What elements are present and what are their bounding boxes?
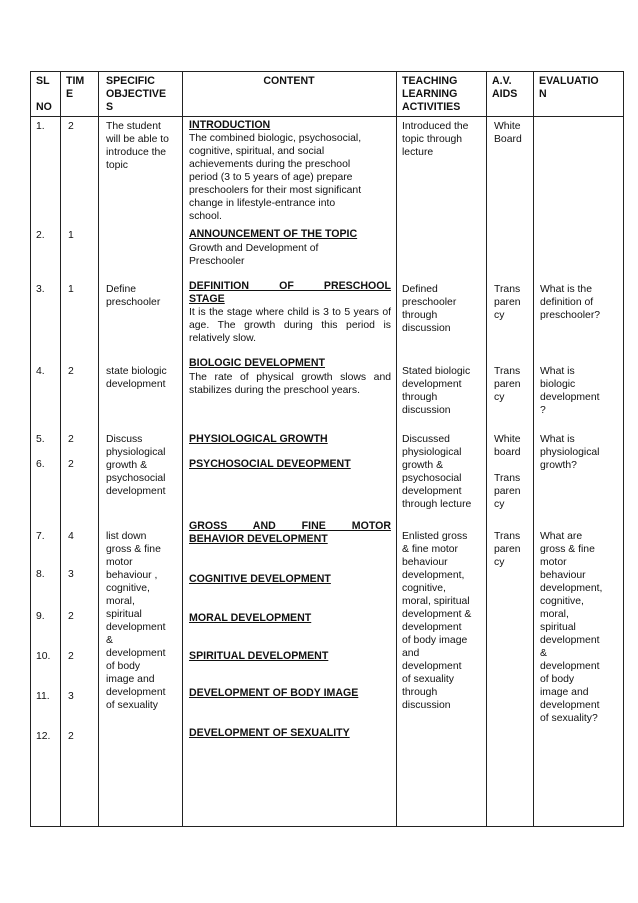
header-divider (30, 116, 624, 117)
time-value: 2 (68, 366, 74, 377)
content-heading-motor: GROSS AND FINE MOTOR (189, 520, 391, 532)
av-aid-text: Trans paren cy (494, 284, 521, 321)
content-heading-body-image: DEVELOPMENT OF BODY IMAGE (189, 687, 359, 699)
content-heading-motor-cont: BEHAVIOR DEVELOPMENT (189, 533, 328, 545)
content-heading-biologic: BIOLOGIC DEVELOPMENT (189, 357, 325, 369)
sl-number: 7. (36, 531, 45, 542)
table-border-left (30, 71, 31, 827)
time-value: 2 (68, 434, 74, 445)
av-aid-text: White board Trans paren cy (494, 434, 521, 510)
evaluation-text: What is the definition of preschooler? (540, 284, 601, 321)
sl-number: 5. (36, 434, 45, 445)
time-value: 3 (68, 569, 74, 580)
time-value: 3 (68, 691, 74, 702)
sl-number: 8. (36, 569, 45, 580)
content-heading-moral: MORAL DEVELOPMENT (189, 612, 312, 624)
sl-number: 10. (36, 651, 51, 662)
objective-text: The student will be able to introduce the topic (106, 121, 169, 171)
content-body-biologic: The rate of physical growth slows and stabilizes during the preschool years. (189, 372, 391, 396)
column-divider (98, 71, 99, 827)
sl-number: 9. (36, 611, 45, 622)
table-border-top (30, 71, 624, 72)
objective-text: Define preschooler (106, 284, 161, 308)
header-evaluation: EVALUATIO N (539, 75, 599, 100)
header-time: TIM E (66, 75, 85, 100)
table-border-right (623, 71, 624, 827)
time-value: 2 (68, 651, 74, 662)
objective-text: state biologic development (106, 366, 167, 390)
av-aid-text: Trans paren cy (494, 366, 521, 403)
time-value: 4 (68, 531, 74, 542)
content-heading-cognitive: COGNITIVE DEVELOPMENT (189, 573, 331, 585)
sl-number: 4. (36, 366, 45, 377)
av-aid-text: White Board (494, 121, 522, 145)
content-heading-sexuality: DEVELOPMENT OF SEXUALITY (189, 727, 350, 739)
column-divider (182, 71, 183, 827)
time-value: 2 (68, 731, 74, 742)
time-value: 1 (68, 230, 74, 241)
column-divider (396, 71, 397, 827)
content-body-introduction: The combined biologic, psychosocial, cognitive, spiritual, and social achievements during the preschool period (3 to 5 years of age) prepare preschoolers for their most significant change in lifestyle-entrance into school. (189, 133, 362, 222)
content-heading-definition: DEFINITION OF PRESCHOOL (189, 280, 391, 292)
time-value: 2 (68, 611, 74, 622)
activity-text: Introduced the topic through lecture (402, 121, 469, 158)
content-body-announcement: Growth and Development of Preschooler (189, 243, 319, 267)
av-aid-text: Trans paren cy (494, 531, 521, 568)
evaluation-text: What is biologic development ? (540, 366, 600, 416)
activity-text: Defined preschooler through discussion (402, 284, 457, 334)
header-content: CONTENT (263, 75, 315, 87)
objective-text: Discuss physiological growth & psychosocial development (106, 434, 166, 497)
column-divider (486, 71, 487, 827)
content-heading-announcement: ANNOUNCEMENT OF THE TOPIC (189, 228, 358, 240)
sl-number: 3. (36, 284, 45, 295)
header-sl-no: NO (36, 101, 52, 113)
sl-number: 11. (36, 691, 50, 702)
activity-text: Enlisted gross & fine motor behaviour development, cognitive, moral, spiritual development & development of body image and development of sexuality through discussion (402, 531, 472, 711)
time-value: 2 (68, 121, 74, 132)
objective-text: list down gross & fine motor behaviour , cognitive, moral, spiritual development & development of body image and development of sexuality (106, 531, 166, 711)
content-heading-introduction: INTRODUCTION (189, 119, 271, 131)
time-value: 1 (68, 284, 74, 295)
content-body-definition: It is the stage where child is 3 to 5 years of age. The growth during this period is relatively slow. (189, 307, 391, 344)
content-heading-spiritual: SPIRITUAL DEVELOPMENT (189, 650, 329, 662)
header-activities: TEACHING LEARNING ACTIVITIES (402, 75, 461, 113)
table-border-bottom (30, 826, 624, 827)
header-sl: SL (36, 75, 50, 87)
header-objectives: SPECIFIC OBJECTIVE S (106, 75, 167, 113)
evaluation-text: What is physiological growth? (540, 434, 600, 471)
sl-number: 6. (36, 459, 45, 470)
content-heading-definition-cont: STAGE (189, 293, 225, 305)
header-aids: A.V. AIDS (492, 75, 518, 100)
evaluation-text: What are gross & fine motor behaviour development, cognitive, moral, spiritual development & development of body image and development of sexuality? (540, 531, 603, 724)
column-divider (533, 71, 534, 827)
activity-text: Stated biologic development through discussion (402, 366, 471, 416)
time-value: 2 (68, 459, 74, 470)
sl-number: 12. (36, 731, 51, 742)
content-heading-psychosocial: PSYCHOSOCIAL DEVEOPMENT (189, 458, 351, 470)
content-heading-physiological: PHYSIOLOGICAL GROWTH (189, 433, 328, 445)
activity-text: Discussed physiological growth & psychosocial development through lecture (402, 434, 472, 510)
sl-number: 2. (36, 230, 45, 241)
column-divider (60, 71, 61, 827)
sl-number: 1. (36, 121, 45, 132)
